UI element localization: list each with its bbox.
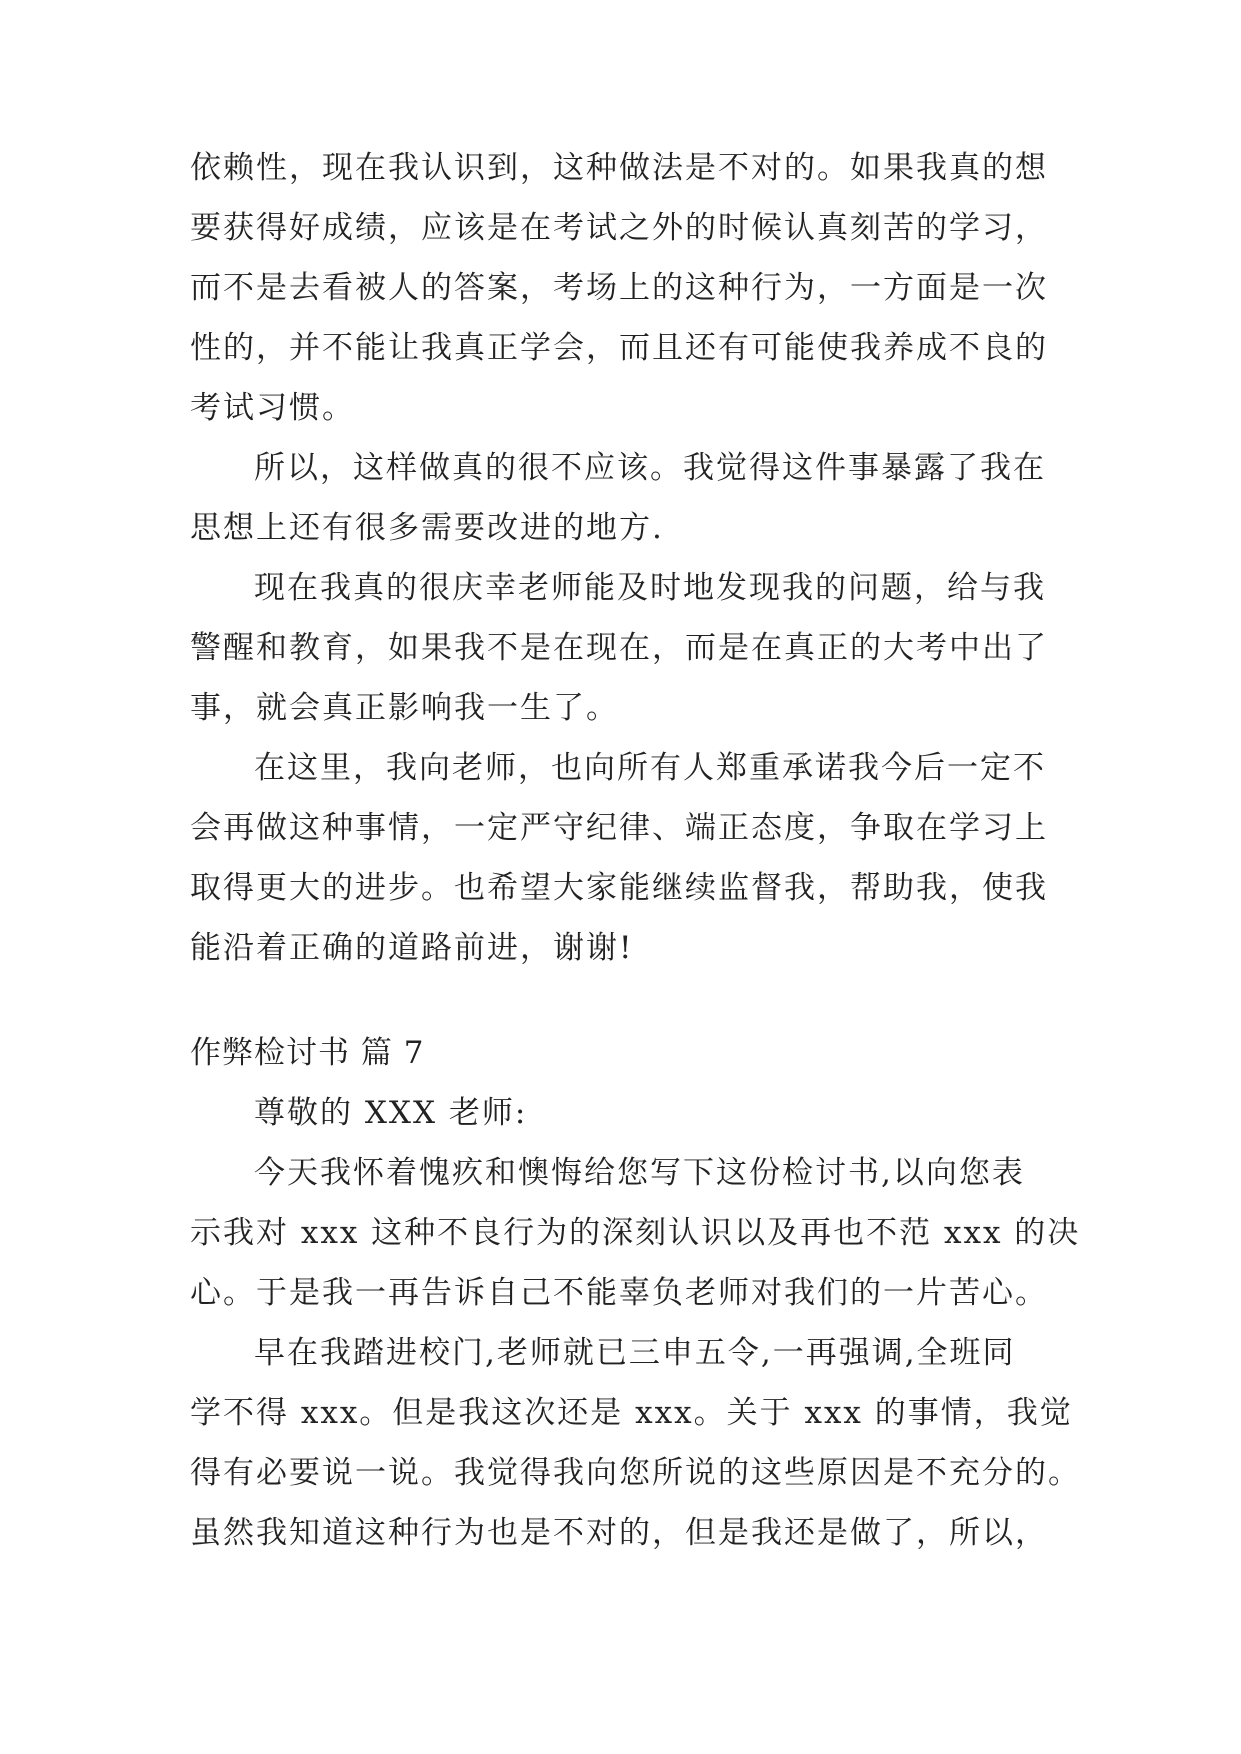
text-line: 依赖性，现在我认识到，这种做法是不对的。如果我真的想 (190, 150, 1048, 186)
text-line: 学不得 xxx。但是我这次还是 xxx。关于 xxx 的事情，我觉 (190, 1395, 1073, 1431)
paragraph-first-line: 今天我怀着愧疚和懊悔给您写下这份检讨书,以向您表 (254, 1155, 1025, 1191)
text-line: 事，就会真正影响我一生了。 (190, 690, 619, 726)
text-line: 取得更大的进步。也希望大家能继续监督我，帮助我，使我 (190, 870, 1048, 906)
text-line: 虽然我知道这种行为也是不对的，但是我还是做了，所以， (190, 1515, 1048, 1551)
text-line: 示我对 xxx 这种不良行为的深刻认识以及再也不范 xxx 的决 (190, 1215, 1081, 1251)
paragraph-first-line: 早在我踏进校门,老师就已三申五令,一再强调,全班同 (254, 1335, 1016, 1371)
text-line: 能沿着正确的道路前进，谢谢! (190, 930, 634, 966)
text-line: 思想上还有很多需要改进的地方. (190, 510, 664, 546)
text-line: 会再做这种事情，一定严守纪律、端正态度，争取在学习上 (190, 810, 1048, 846)
paragraph-first-line: 现在我真的很庆幸老师能及时地发现我的问题，给与我 (254, 570, 1046, 606)
salutation: 尊敬的 XXX 老师: (254, 1095, 528, 1131)
text-line: 而不是去看被人的答案，考场上的这种行为，一方面是一次 (190, 270, 1048, 306)
text-line: 警醒和教育，如果我不是在现在，而是在真正的大考中出了 (190, 630, 1048, 666)
paragraph-first-line: 在这里，我向老师，也向所有人郑重承诺我今后一定不 (254, 750, 1046, 786)
text-line: 心。于是我一再告诉自己不能辜负老师对我们的一片苦心。 (190, 1275, 1048, 1311)
text-line: 性的，并不能让我真正学会，而且还有可能使我养成不良的 (190, 330, 1048, 366)
text-line: 要获得好成绩，应该是在考试之外的时候认真刻苦的学习， (190, 210, 1048, 246)
section-heading: 作弊检讨书 篇 7 (190, 1035, 425, 1071)
text-line: 得有必要说一说。我觉得我向您所说的这些原因是不充分的。 (190, 1455, 1081, 1491)
text-line: 考试习惯。 (190, 390, 355, 426)
paragraph-first-line: 所以，这样做真的很不应该。我觉得这件事暴露了我在 (254, 450, 1046, 486)
